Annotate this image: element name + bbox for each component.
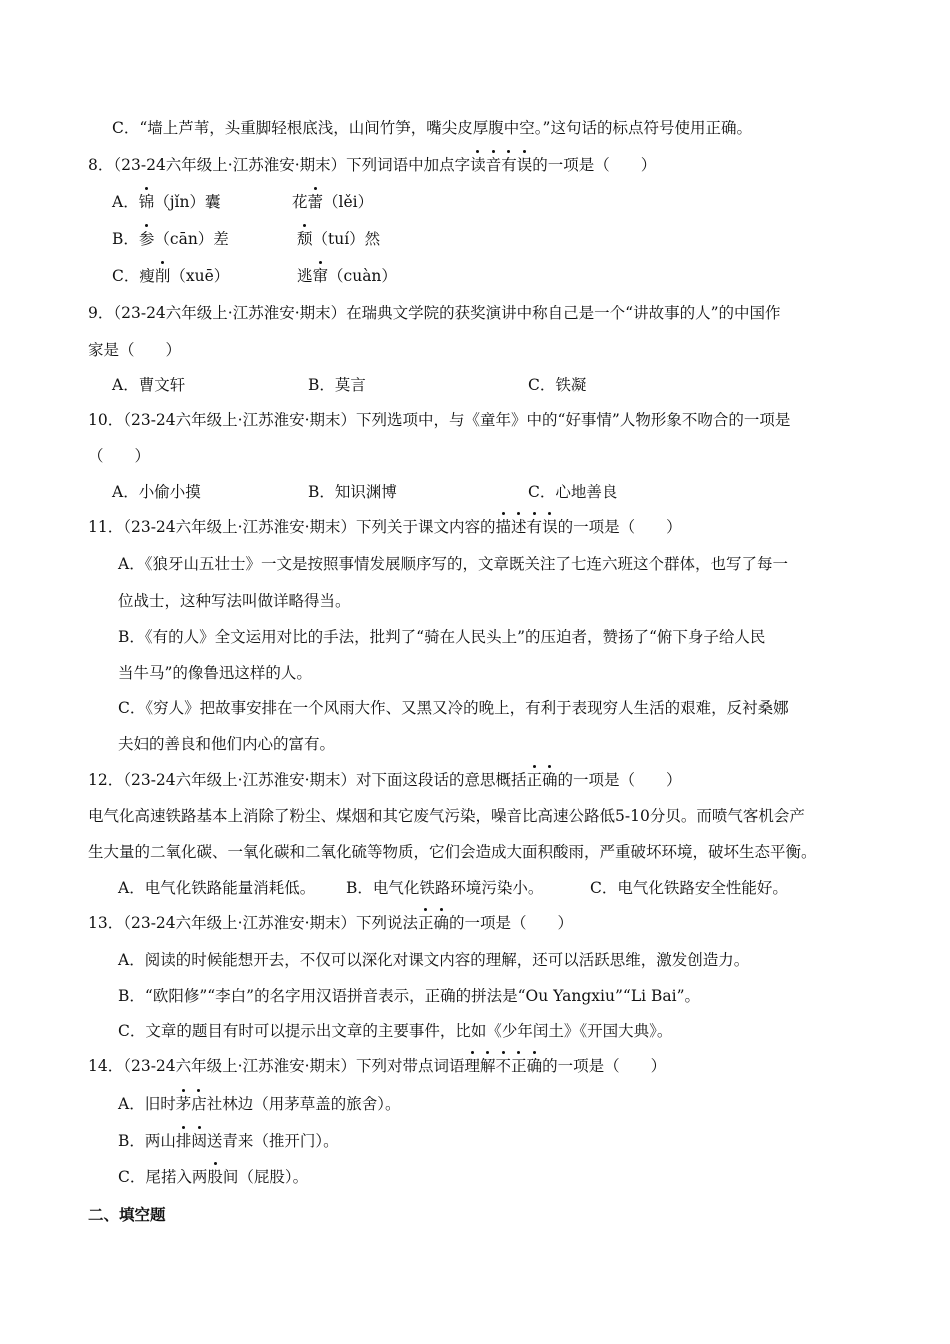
pinyin: （tuí）然 xyxy=(312,230,381,248)
q8-stem-pre: 下列词语中加点字 xyxy=(346,156,471,174)
pinyin: （jǐn）囊 xyxy=(154,193,221,211)
dotted-char: 窜 xyxy=(312,267,329,285)
q8-option-b-word2 xyxy=(297,228,380,250)
option-text: B．两山 xyxy=(118,1132,176,1150)
dotted-char: 误 xyxy=(542,518,558,536)
q12-stem xyxy=(88,769,682,791)
q11-option-b-line2: 当牛马”的像鲁迅这样的人。 xyxy=(118,664,312,682)
option-text: A．旧时 xyxy=(118,1095,176,1113)
q13-option-c: C．文章的题目有时可以提示出文章的主要事件，比如《少年闰土》《开国大典》。 xyxy=(118,1022,673,1040)
section-heading: 二、填空题 xyxy=(88,1205,166,1224)
char: 瘦 xyxy=(139,267,155,285)
dotted-char: 蕾 xyxy=(307,193,324,211)
dotted-char: 削 xyxy=(154,267,171,285)
q13-stem-post: 的一项是（ ） xyxy=(449,914,574,932)
dotted-char: 股 xyxy=(207,1168,223,1186)
q8-dot-char: 读 xyxy=(470,156,486,174)
q12-option-a: A．电气化铁路能量消耗低。 xyxy=(118,879,316,897)
q12-paragraph-line1: 电气化高速铁路基本上消除了粉尘、煤烟和其它废气污染，噪音比高速公路低5-10分贝。而喷气客机会产 xyxy=(88,807,805,825)
pinyin: （lěi） xyxy=(323,193,374,211)
q8-number: 8． xyxy=(88,156,114,174)
pinyin: （cuàn） xyxy=(328,267,397,285)
option-text: 间（屁股）。 xyxy=(222,1168,309,1186)
q9-option-a: A．曹文轩 xyxy=(112,376,186,394)
dotted-char: 正 xyxy=(526,771,543,789)
q11-stem-pre: 11．（23-24六年级上·江苏淮安·期末）下列关于课文内容的 xyxy=(88,518,496,536)
q9-stem-line1: 9．（23-24六年级上·江苏淮安·期末）在瑞典文学院的获奖演讲中称自己是一个“讲故事的人”的中国作 xyxy=(88,304,781,322)
q12-option-b: B．电气化铁路环境污染小。 xyxy=(346,879,544,897)
dotted-char: 参 xyxy=(138,230,155,248)
dotted-char: 确 xyxy=(526,1057,543,1075)
pinyin: （cān）差 xyxy=(154,230,229,248)
q8-stem xyxy=(88,154,656,176)
q11-stem-post: 的一项是（ ） xyxy=(557,518,682,536)
option-text: C．尾掿入两 xyxy=(118,1168,208,1186)
option-text: 送青来（推开门）。 xyxy=(206,1132,339,1150)
dotted-char: 确 xyxy=(542,771,558,789)
option-label: C． xyxy=(112,267,140,285)
q10-option-b: B．知识渊博 xyxy=(308,483,397,501)
char: 逃 xyxy=(297,267,313,285)
q9-option-c: C．铁凝 xyxy=(528,376,587,394)
dotted-char: 排 xyxy=(175,1132,192,1150)
q14-stem-post: 的一项是（ ） xyxy=(542,1057,667,1075)
q10-stem-line1: 10．（23-24六年级上·江苏淮安·期末）下列选项中，与《童年》中的“好事情”人物形象不吻合的一项是 xyxy=(88,411,791,429)
q12-stem-post: 的一项是（ ） xyxy=(557,771,682,789)
dotted-char: 有 xyxy=(526,518,543,536)
dotted-char: 描 xyxy=(495,518,512,536)
dotted-char: 颓 xyxy=(297,230,313,248)
dotted-char: 锦 xyxy=(138,193,155,211)
q11-option-b-line1: B．《有的人》全文运用对比的手法，批判了“骑在人民头上”的压迫者，赞扬了“俯下身子给人民 xyxy=(118,628,766,646)
q8-option-c xyxy=(112,265,397,287)
dotted-char: 不 xyxy=(495,1057,512,1075)
dotted-char: 述 xyxy=(511,518,527,536)
option-text: 社林边（用茅草盖的旅舍）。 xyxy=(206,1095,401,1113)
q11-option-a-line2: 位战士，这种写法叫做详略得当。 xyxy=(118,592,351,610)
q11-option-c-line1: C．《穷人》把故事安排在一个风雨大作、又黑又冷的晚上，有利于表现穷人生活的艰难，反衬桑娜 xyxy=(118,699,789,717)
q8-option-c-word2 xyxy=(297,265,397,287)
q13-stem xyxy=(88,912,573,934)
dotted-char: 解 xyxy=(480,1057,496,1075)
q11-stem xyxy=(88,516,682,538)
dotted-char: 店 xyxy=(191,1095,207,1113)
q8-option-a-word2 xyxy=(292,191,373,213)
q9-option-b: B．莫言 xyxy=(308,376,366,394)
q8-stem-post: 的一项是（ ） xyxy=(532,156,657,174)
dotted-char: 茅 xyxy=(175,1095,192,1113)
q11-option-c-line2: 夫妇的善良和他们内心的富有。 xyxy=(118,735,336,753)
q13-option-b: B．“欧阳修”“李白”的名字用汉语拼音表示，正确的拼法是“Ou Yangxiu”“Li Bai”。 xyxy=(118,987,701,1005)
dotted-char: 理 xyxy=(464,1057,481,1075)
q12-stem-pre: 12．（23-24六年级上·江苏淮安·期末）对下面这段话的意思概括 xyxy=(88,771,527,789)
q14-stem-pre: 14．（23-24六年级上·江苏淮安·期末）下列对带点词语 xyxy=(88,1057,465,1075)
q8-dot-char: 有 xyxy=(501,156,517,174)
q8-option-a xyxy=(112,191,374,213)
dotted-char: 确 xyxy=(433,914,450,932)
q11-option-a-line1: A．《狼牙山五壮士》一文是按照事情发展顺序写的，文章既关注了七连六班这个群体，也写了每一 xyxy=(118,555,788,573)
q8-source: （23-24六年级上·江苏淮安·期末） xyxy=(113,156,347,174)
q7-option-c: C．“墙上芦苇，头重脚轻根底浅，山间竹笋，嘴尖皮厚腹中空。”这句话的标点符号使用正确。 xyxy=(112,119,752,137)
q13-stem-pre: 13．（23-24六年级上·江苏淮安·期末）下列说法 xyxy=(88,914,419,932)
q9-stem-line2: 家是（ ） xyxy=(88,341,182,359)
option-label: A． xyxy=(112,193,139,211)
q10-option-c: C．心地善良 xyxy=(528,483,618,501)
q14-option-b xyxy=(118,1130,339,1152)
dotted-char: 正 xyxy=(511,1057,527,1075)
pinyin: （xuē） xyxy=(170,267,230,285)
q12-option-c: C．电气化铁路安全性能好。 xyxy=(590,879,788,897)
q12-paragraph-line2: 生大量的二氧化碳、一氧化碳和二氧化硫等物质，它们会造成大面积酸雨，严重破坏环境，破坏生态平衡。 xyxy=(88,843,817,861)
q14-stem xyxy=(88,1055,666,1077)
q8-dot-char: 误 xyxy=(516,156,533,174)
q10-stem-line2: （ ） xyxy=(88,447,151,465)
dotted-char: 正 xyxy=(418,914,434,932)
char: 花 xyxy=(292,193,308,211)
q8-dot-char: 音 xyxy=(485,156,502,174)
q13-option-a: A．阅读的时候能想开去，不仅可以深化对课文内容的理解，还可以活跃思维，激发创造力。 xyxy=(118,951,750,969)
q8-option-b xyxy=(112,228,381,250)
option-label: B． xyxy=(112,230,139,248)
dotted-char: 闼 xyxy=(191,1132,207,1150)
q14-option-c xyxy=(118,1166,308,1188)
q10-option-a: A．小偷小摸 xyxy=(112,483,201,501)
q14-option-a xyxy=(118,1093,401,1115)
